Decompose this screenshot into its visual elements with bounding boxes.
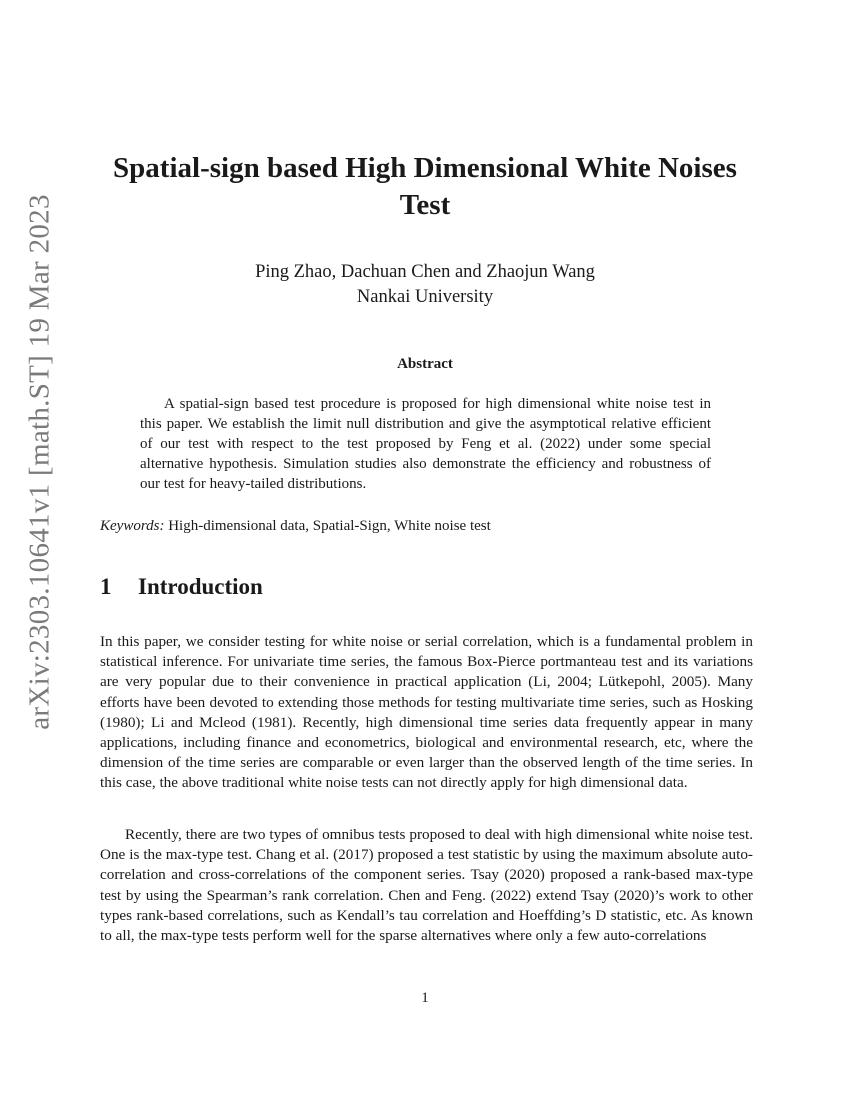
arxiv-identifier: arXiv:2303.10641v1 [math.ST] 19 Mar 2023 [23,194,56,730]
author-block [100,260,750,310]
body-paragraph: Recently, there are two types of omnibus tests proposed to deal with high dimensional white noise test. One is the max-type test. Chang et al. (2017) proposed a test statistic by using the maximum absolute auto-correlation and cross-correlations of the component series. Tsay (2020) proposed a rank-based max-type test by using the Spearman’s rank correlation. Chen and Feng. (2022) extend Tsay (2020)’s work to other types rank-based correlations, such as Kendall’s tau correlation and Hoeffding’s D statistic, etc. As known to all, the max-type tests perform well for the sparse alternatives where only a few auto-correlations [100,826,753,945]
keywords-text: High-dimensional data, Spatial-Sign, White noise test [168,518,491,534]
keywords-line [100,516,750,536]
author-names: Ping Zhao, Dachuan Chen and Zhaojun Wang [255,262,595,282]
paper-title: Spatial-sign based High Dimensional White Noises Test [113,152,737,221]
author-affiliation: Nankai University [356,287,494,307]
section-heading [100,574,263,600]
section-number: 1 [100,574,112,599]
section-title: Introduction [138,574,263,599]
abstract-text: A spatial-sign based test procedure is proposed for high dimensional white noise test in this paper. We establish the limit null distribution and give the asymptotical relative efficient of our test with respect to the test proposed by Feng et al. (2022) under some special alternative hypothesis. Simulation studies also demonstrate the efficiency and robustness of our test for heavy-tailed distributions. [140,396,711,492]
page-number: 1 [421,990,429,1006]
abstract-heading: Abstract [397,356,453,372]
body-paragraph: In this paper, we consider testing for white noise or serial correlation, which is a fundamental problem in statistical inference. For univariate time series, the famous Box-Pierce portmanteau test and its variations are very popular due to their convenience in practical application (Li, 2004; Lütkepohl, 2005). Many efforts have been devoted to extending those methods for testing multivariate time series, such as Hosking (1980); Li and Mcleod (1981). Recently, high dimensional time series data frequently appear in many applications, including finance and econometrics, biological and environmental research, etc, where the dimension of the time series are comparable or even larger than the observed length of the time series. In this case, the above traditional white noise tests can not directly apply for high dimensional data. [100,633,753,792]
keywords-label: Keywords: [100,518,165,534]
